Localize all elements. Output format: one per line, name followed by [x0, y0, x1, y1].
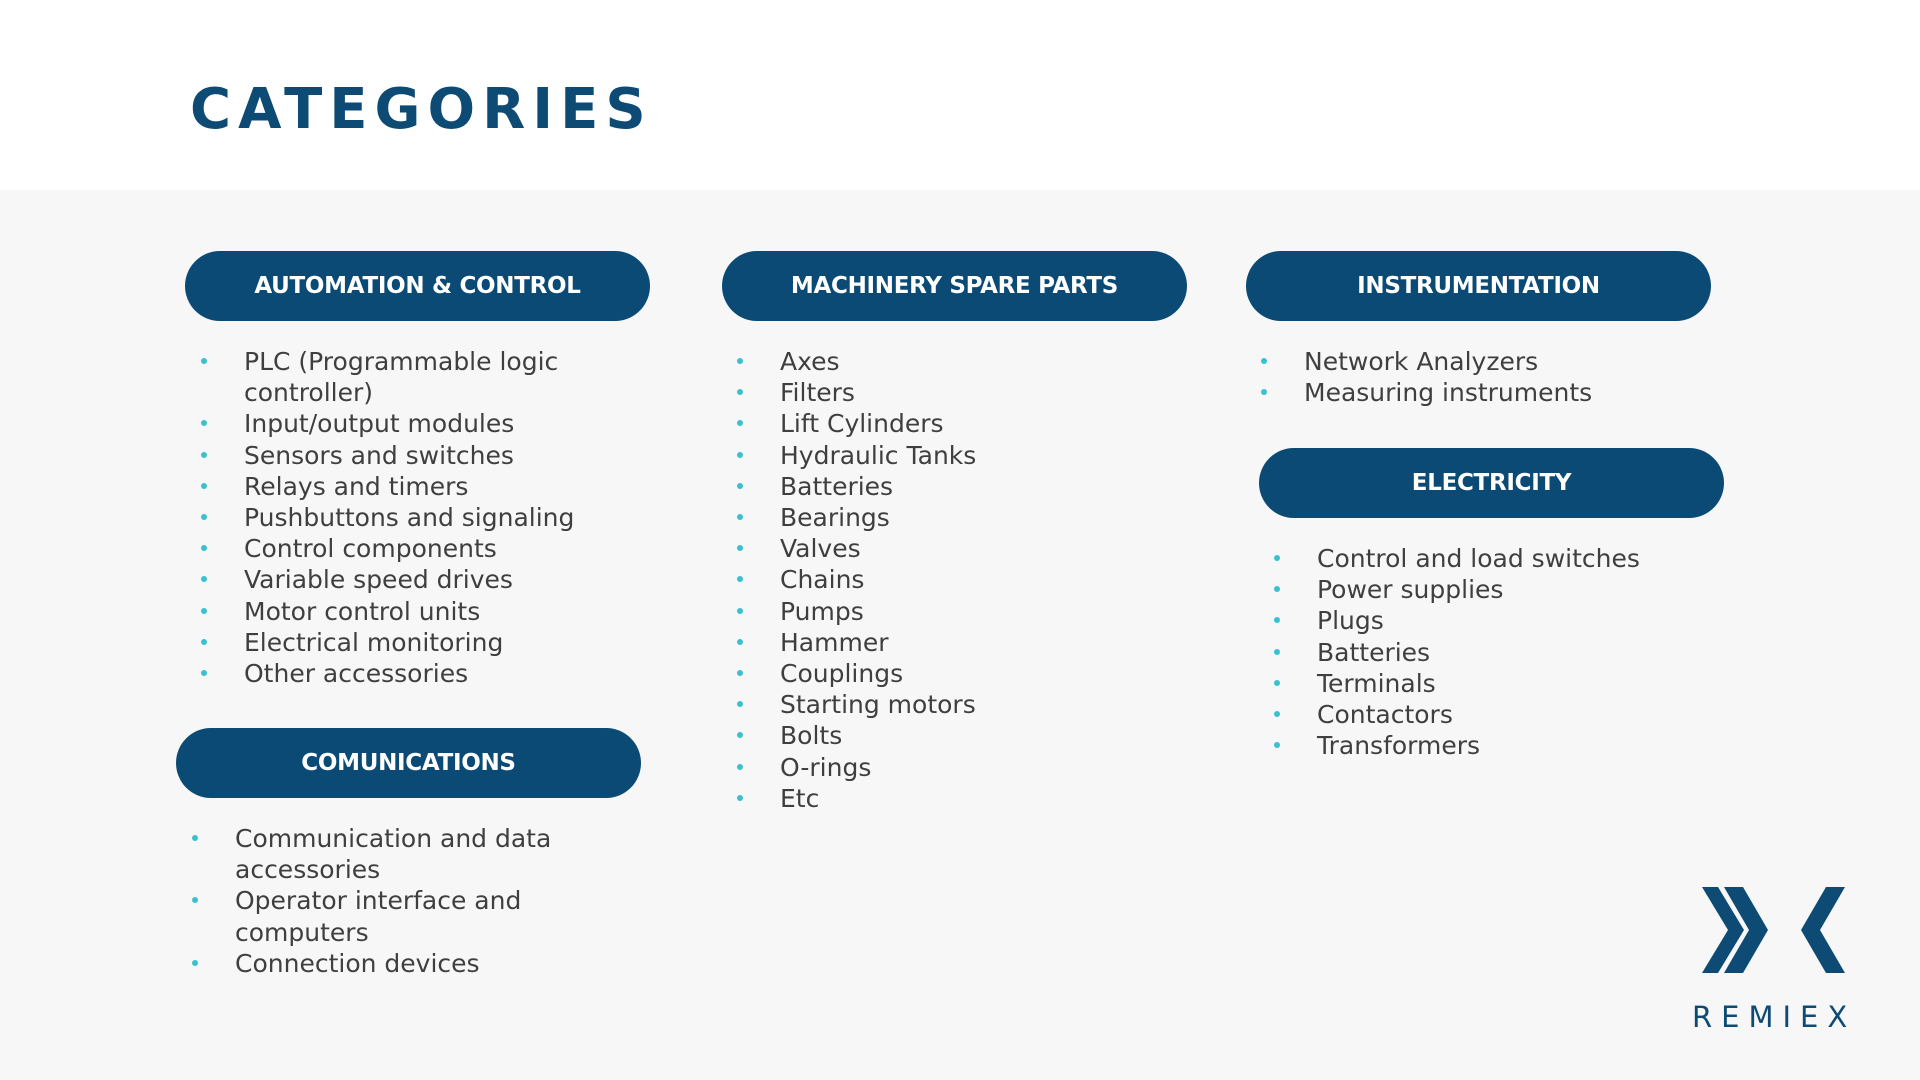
list-item: PLC (Programmable logic controller): [198, 346, 638, 408]
list-item: Sensors and switches: [198, 440, 638, 471]
list-item: Pumps: [734, 596, 1174, 627]
list-item: Bearings: [734, 502, 1174, 533]
list-item: Axes: [734, 346, 1174, 377]
communications-list: [189, 823, 649, 979]
category-header-communications: COMUNICATIONS: [176, 728, 641, 798]
list-item: Etc: [734, 783, 1174, 814]
list-item: Measuring instruments: [1258, 377, 1738, 408]
list-item: Transformers: [1271, 730, 1751, 761]
instrumentation-list: [1258, 346, 1738, 408]
list-item: Network Analyzers: [1258, 346, 1738, 377]
list-item: Control and load switches: [1271, 543, 1751, 574]
list-item: Power supplies: [1271, 574, 1751, 605]
category-header-machinery-spare-parts: MACHINERY SPARE PARTS: [722, 251, 1187, 321]
list-item: Electrical monitoring: [198, 627, 638, 658]
list-item: Other accessories: [198, 658, 638, 689]
page-title: CATEGORIES: [190, 77, 653, 142]
list-item: Connection devices: [189, 948, 649, 979]
list-item: Hammer: [734, 627, 1174, 658]
list-item: O-rings: [734, 752, 1174, 783]
category-header-automation-control: AUTOMATION & CONTROL: [185, 251, 650, 321]
list-item: Contactors: [1271, 699, 1751, 730]
list-item: Control components: [198, 533, 638, 564]
list-item: Chains: [734, 564, 1174, 595]
list-item: Relays and timers: [198, 471, 638, 502]
automation-control-list: [198, 346, 638, 689]
category-header-instrumentation: INSTRUMENTATION: [1246, 251, 1711, 321]
category-header-electricity: ELECTRICITY: [1259, 448, 1724, 518]
list-item: Variable speed drives: [198, 564, 638, 595]
list-item: Lift Cylinders: [734, 408, 1174, 439]
list-item: Communication and data accessories: [189, 823, 649, 885]
list-item: Terminals: [1271, 668, 1751, 699]
list-item: Pushbuttons and signaling: [198, 502, 638, 533]
list-item: Bolts: [734, 720, 1174, 751]
list-item: Hydraulic Tanks: [734, 440, 1174, 471]
remiex-wordmark: REMIEX: [1692, 1000, 1857, 1034]
list-item: Input/output modules: [198, 408, 638, 439]
list-item: Operator interface and computers: [189, 885, 649, 947]
list-item: Starting motors: [734, 689, 1174, 720]
electricity-list: [1271, 543, 1751, 761]
list-item: Motor control units: [198, 596, 638, 627]
list-item: Valves: [734, 533, 1174, 564]
list-item: Batteries: [1271, 637, 1751, 668]
list-item: Couplings: [734, 658, 1174, 689]
machinery-spare-parts-list: [734, 346, 1174, 814]
list-item: Filters: [734, 377, 1174, 408]
list-item: Batteries: [734, 471, 1174, 502]
list-item: Plugs: [1271, 605, 1751, 636]
